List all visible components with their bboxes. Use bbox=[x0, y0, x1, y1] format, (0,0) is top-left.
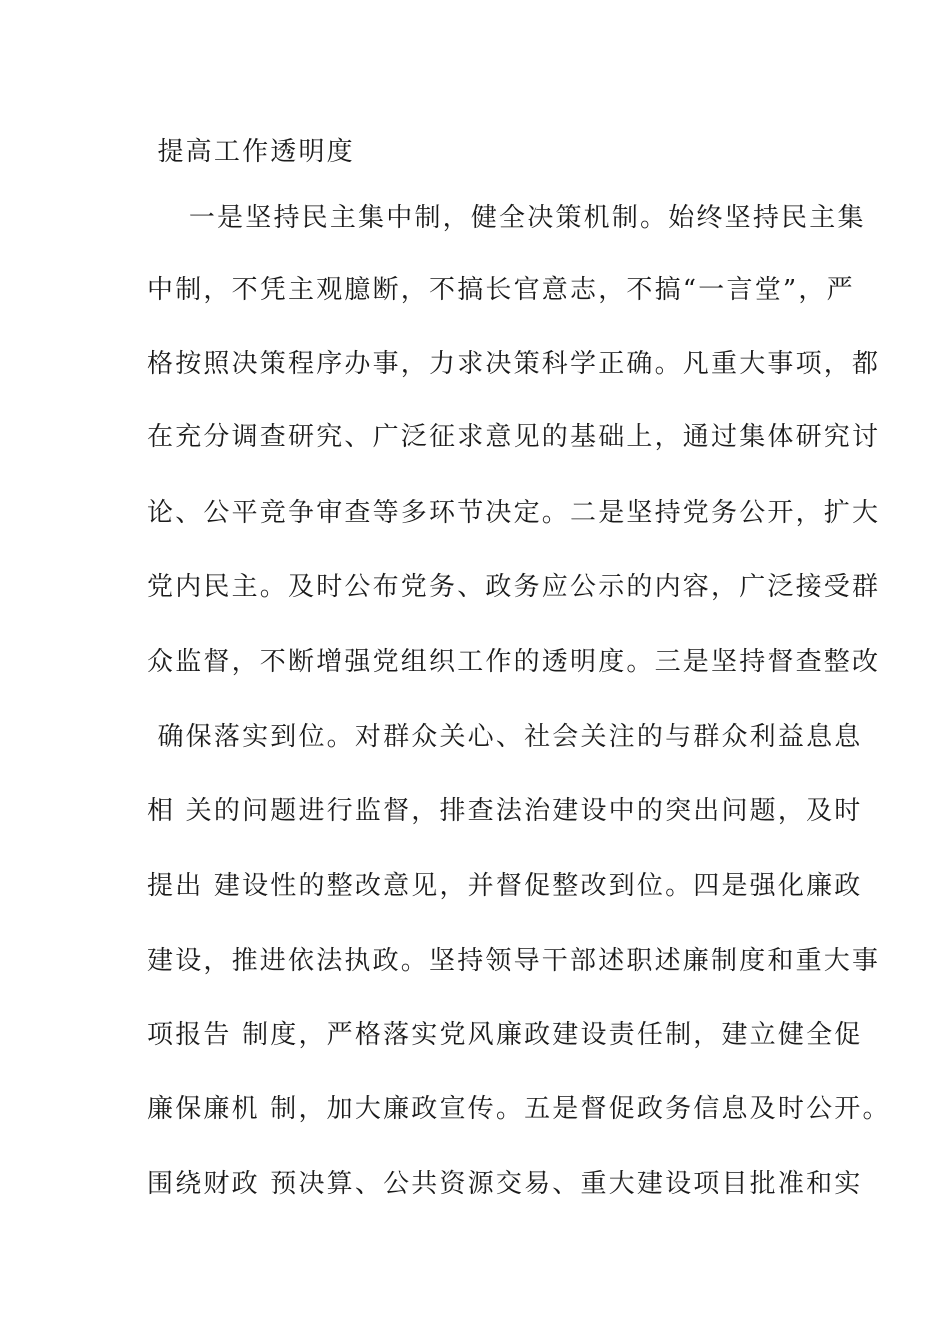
body-text-line: 一是坚持民主集中制，健全决策机制。始终坚持民主集 bbox=[147, 203, 866, 233]
body-text-line: 确保落实到位。对群众关心、社会关注的与群众利益息息 bbox=[147, 722, 863, 752]
body-text-line: 提出 建设性的整改意见，并督促整改到位。四是强化廉政 bbox=[147, 871, 863, 901]
section-heading: 提高工作透明度 bbox=[147, 137, 355, 167]
body-text-line: 论、公平竞争审查等多环节决定。二是坚持党务公开，扩大 bbox=[147, 498, 881, 528]
body-text-line: 廉保廉机 制，加大廉政宣传。五是督促政务信息及时公开。 bbox=[147, 1094, 891, 1124]
body-text-line: 中制，不凭主观臆断，不搞长官意志，不搞“一言堂”，严 bbox=[147, 275, 855, 305]
body-text-line: 党内民主。及时公布党务、政务应公示的内容，广泛接受群 bbox=[147, 572, 881, 602]
body-text-line: 众监督，不断增强党组织工作的透明度。三是坚持督查整改 bbox=[147, 647, 881, 677]
body-text-line: 项报告 制度，严格落实党风廉政建设责任制，建立健全促 bbox=[147, 1020, 863, 1050]
body-text-line: 围绕财政 预决算、公共资源交易、重大建设项目批准和实 bbox=[147, 1169, 863, 1199]
body-text-line: 相 关的问题进行监督，排查法治建设中的突出问题，及时 bbox=[147, 796, 863, 826]
body-text-line: 格按照决策程序办事，力求决策科学正确。凡重大事项，都 bbox=[147, 349, 881, 379]
body-text-line: 在充分调查研究、广泛征求意见的基础上，通过集体研究讨 bbox=[147, 422, 881, 452]
body-text-line: 建设，推进依法执政。坚持领导干部述职述廉制度和重大事 bbox=[147, 946, 881, 976]
